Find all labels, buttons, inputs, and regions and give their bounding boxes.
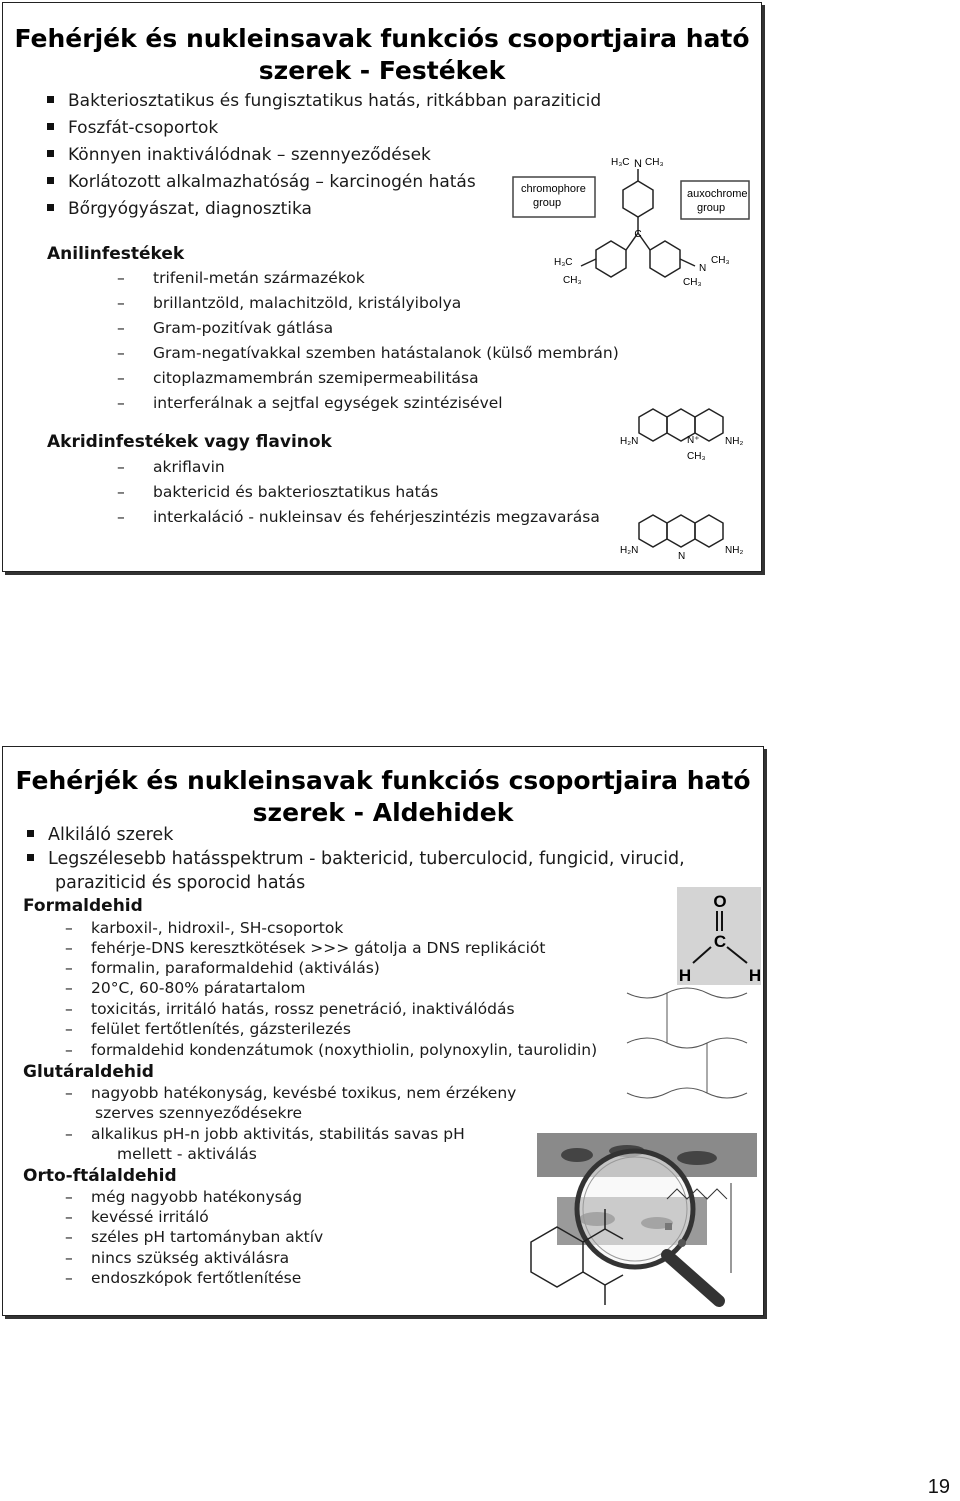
- list-item-continuation: mellett - aktiválás: [117, 1145, 257, 1163]
- section-heading-akridinfestekek: Akridinfestékek vagy flavinok: [47, 432, 332, 452]
- bullet-item: Alkiláló szerek: [27, 825, 173, 845]
- bullet-item: Korlátozott alkalmazhatóság – karcinogén hatás: [47, 172, 476, 192]
- bullet-square-icon: [47, 150, 54, 157]
- list-item: – széles pH tartományban aktív: [65, 1228, 324, 1246]
- list-item: – interkaláció - nukleinsav és fehérjeszintézis megzavarása: [117, 508, 600, 526]
- slide-festekek: [2, 2, 762, 572]
- auxochrome-label: auxochrome: [687, 188, 748, 200]
- svg-text:H₂N: H₂N: [620, 545, 639, 556]
- svg-text:CH₃: CH₃: [711, 255, 730, 266]
- list-item: – alkalikus pH-n jobb aktivitás, stabilitás savas pH: [65, 1125, 465, 1143]
- list-item: – formalin, paraformaldehid (aktiválás): [65, 959, 380, 977]
- svg-text:NH₂: NH₂: [725, 436, 744, 447]
- svg-text:CH₃: CH₃: [687, 451, 706, 462]
- svg-text:CH₃: CH₃: [683, 277, 702, 288]
- svg-text:H₃C: H₃C: [554, 257, 573, 268]
- list-item-continuation: szerves szennyeződésekre: [95, 1104, 303, 1122]
- section-heading-formaldehid: Formaldehid: [23, 896, 143, 916]
- list-item: – citoplazmamembrán szemipermeabilitása: [117, 369, 479, 387]
- chromophore-group-label: group: [533, 197, 562, 209]
- bullet-square-icon: [47, 204, 54, 211]
- svg-text:N⁺: N⁺: [687, 435, 700, 446]
- svg-text:CH₃: CH₃: [645, 157, 664, 168]
- list-item: – Gram-negatívakkal szemben hatástalanok (külső membrán): [117, 344, 619, 362]
- list-item: – baktericid és bakteriosztatikus hatás: [117, 483, 439, 501]
- bullet-item-continuation: paraziticid és sporocid hatás: [55, 873, 306, 893]
- slide2-title-line2: szerek - Aldehidek: [252, 798, 514, 827]
- page-number: 19: [927, 1476, 950, 1498]
- list-item: – nagyobb hatékonyság, kevésbé toxikus, nem érzékeny: [65, 1084, 517, 1102]
- slide-aldehidek: [2, 746, 764, 1316]
- bullet-item: Könnyen inaktiválódnak – szennyeződések: [47, 145, 431, 165]
- proflavine-structure-diagram: [615, 509, 765, 567]
- list-item: – toxicitás, irritáló hatás, rossz penetráció, inaktiválódás: [65, 1000, 515, 1018]
- bullet-item: Foszfát-csoportok: [47, 118, 218, 138]
- bullet-square-icon: [47, 96, 54, 103]
- list-item: – nincs szükség aktiválásra: [65, 1249, 290, 1267]
- bullet-item: Legszélesebb hatásspektrum - baktericid, tuberculocid, fungicid, virucid,: [27, 849, 685, 869]
- svg-text:C: C: [634, 229, 642, 240]
- section-heading-anilinfestekek: Anilinfestékek: [47, 244, 185, 264]
- list-item: – endoszkópok fertőtlenítése: [65, 1269, 302, 1287]
- list-item: – Gram-pozitívak gátlása: [117, 319, 334, 337]
- slide2-title-line1: Fehérjék és nukleinsavak funkciós csoportjaira ható: [15, 766, 751, 795]
- section-heading-glutaraldehid: Glutáraldehid: [23, 1062, 154, 1082]
- list-item: – karboxil-, hidroxil-, SH-csoportok: [65, 919, 344, 937]
- bullet-square-icon: [27, 830, 34, 837]
- svg-text:N: N: [678, 551, 686, 562]
- auxochrome-group-label: group: [697, 202, 726, 214]
- chromophore-label: chromophore: [521, 183, 586, 195]
- list-item: – fehérje-DNS keresztkötések >>> gátolja a DNS replikációt: [65, 939, 546, 957]
- triphenylmethane-structure-diagram: [503, 151, 753, 301]
- svg-text:N: N: [699, 263, 707, 274]
- svg-text:NH₂: NH₂: [725, 545, 744, 556]
- bullet-square-icon: [47, 123, 54, 130]
- oxygen-atom-label: O: [713, 892, 727, 911]
- slide2-title: [3, 765, 763, 829]
- list-item: – felület fertőtlenítés, gázsterilezés: [65, 1020, 351, 1038]
- svg-text:H₂N: H₂N: [620, 436, 639, 447]
- formaldehyde-structure: [677, 887, 761, 985]
- bullet-item: Bőrgyógyászat, diagnosztika: [47, 199, 312, 219]
- bullet-square-icon: [27, 854, 34, 861]
- list-item: – még nagyobb hatékonyság: [65, 1188, 303, 1206]
- acriflavine-structure-diagram: [615, 399, 765, 469]
- list-item: – 20°C, 60-80% páratartalom: [65, 979, 306, 997]
- bullet-item: Bakteriosztatikus és fungisztatikus hatás, ritkábban paraziticid: [47, 91, 601, 111]
- hydrogen-atom-label-left: H: [678, 966, 692, 985]
- svg-text:H₃C: H₃C: [611, 157, 630, 168]
- slide1-title-line2: szerek - Festékek: [258, 56, 506, 85]
- list-item: – kevéssé irritáló: [65, 1208, 209, 1226]
- slide1-title: [3, 23, 761, 87]
- list-item: – interferálnak a sejtfal egységek szintézisével: [117, 394, 503, 412]
- svg-text:CH₃: CH₃: [563, 275, 582, 286]
- list-item: – trifenil-metán származékok: [117, 269, 365, 287]
- slide1-title-line1: Fehérjék és nukleinsavak funkciós csoportjaira ható: [14, 24, 750, 53]
- list-item: – brillantzöld, malachitzöld, kristályibolya: [117, 294, 462, 312]
- list-item: – formaldehid kondenzátumok (noxythiolin, polynoxylin, taurolidin): [65, 1041, 598, 1059]
- ortho-phthalaldehyde-structure: [513, 1197, 643, 1312]
- list-item: – akriflavin: [117, 458, 225, 476]
- section-heading-orto-ftalaldehid: Orto-ftálaldehid: [23, 1166, 177, 1186]
- hydrogen-atom-label-right: H: [748, 966, 761, 985]
- bullet-square-icon: [47, 177, 54, 184]
- carbon-atom-label: C: [713, 932, 727, 951]
- svg-text:N: N: [634, 158, 642, 170]
